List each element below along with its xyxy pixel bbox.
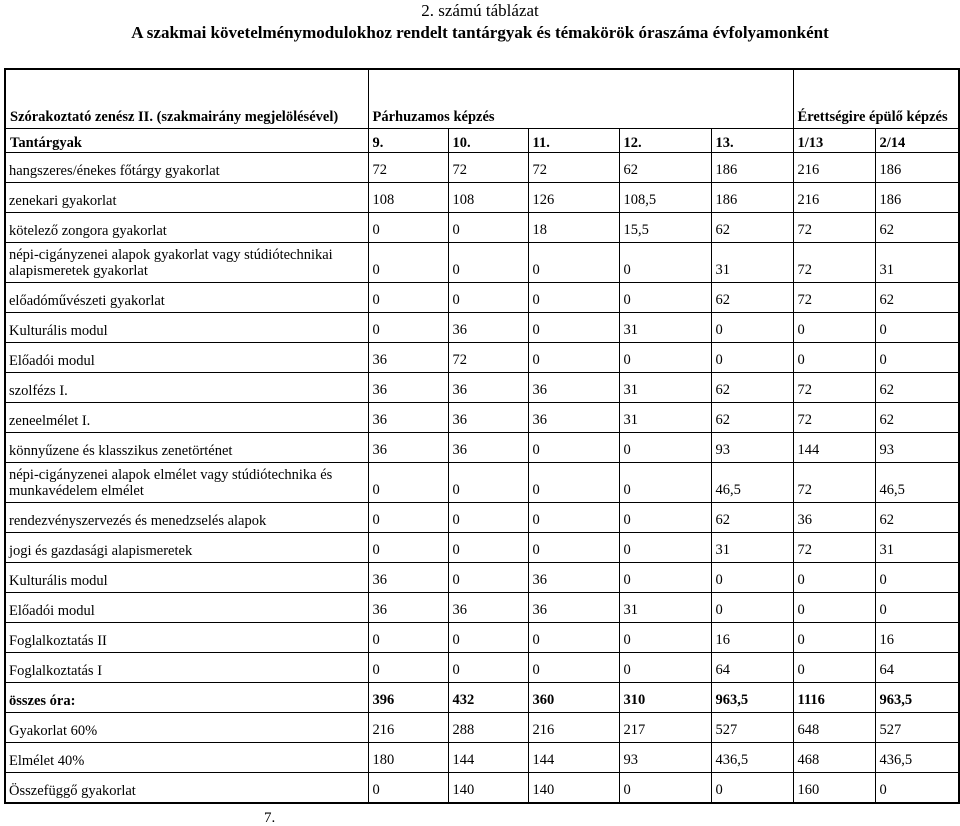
subject-cell: zenekari gyakorlat bbox=[5, 183, 368, 213]
hours-cell: 0 bbox=[448, 213, 528, 243]
hours-cell: 36 bbox=[368, 593, 448, 623]
hours-cell: 0 bbox=[619, 243, 711, 283]
hours-cell: 36 bbox=[528, 563, 619, 593]
subject-cell: népi-cigányzenei alapok gyakorlat vagy stúdiótechnikai alapismeretek gyakorlat bbox=[5, 243, 368, 283]
hours-cell: 0 bbox=[528, 533, 619, 563]
title-block bbox=[0, 0, 960, 43]
hours-cell: 216 bbox=[528, 713, 619, 743]
hours-cell: 527 bbox=[875, 713, 959, 743]
subject-cell: kötelező zongora gyakorlat bbox=[5, 213, 368, 243]
hours-cell: 0 bbox=[793, 623, 875, 653]
hours-cell: 0 bbox=[875, 343, 959, 373]
hours-cell: 36 bbox=[528, 403, 619, 433]
hours-cell: 46,5 bbox=[711, 463, 793, 503]
hours-cell: 436,5 bbox=[711, 743, 793, 773]
hours-cell: 72 bbox=[793, 373, 875, 403]
hours-cell: 0 bbox=[619, 343, 711, 373]
hours-cell: 0 bbox=[448, 623, 528, 653]
hours-cell: 0 bbox=[528, 343, 619, 373]
hours-cell: 0 bbox=[793, 343, 875, 373]
hours-cell: 0 bbox=[448, 533, 528, 563]
hours-cell: 0 bbox=[711, 563, 793, 593]
hours-cell: 432 bbox=[448, 683, 528, 713]
table-row bbox=[5, 433, 959, 463]
hours-cell: 72 bbox=[448, 343, 528, 373]
subject-cell: Kulturális modul bbox=[5, 563, 368, 593]
table-row bbox=[5, 373, 959, 403]
hours-cell: 0 bbox=[619, 463, 711, 503]
hours-cell: 62 bbox=[711, 283, 793, 313]
hours-cell: 144 bbox=[448, 743, 528, 773]
table-row bbox=[5, 343, 959, 373]
table-row bbox=[5, 403, 959, 433]
hours-cell: 72 bbox=[448, 153, 528, 183]
year-header: 13. bbox=[711, 129, 793, 153]
hours-cell: 0 bbox=[368, 313, 448, 343]
table-row bbox=[5, 743, 959, 773]
hours-cell: 360 bbox=[528, 683, 619, 713]
hours-table bbox=[4, 68, 960, 804]
hours-cell: 0 bbox=[528, 433, 619, 463]
subject-cell: jogi és gazdasági alapismeretek bbox=[5, 533, 368, 563]
hours-cell: 108 bbox=[368, 183, 448, 213]
hours-cell: 1116 bbox=[793, 683, 875, 713]
hours-cell: 15,5 bbox=[619, 213, 711, 243]
matura-training-header: Érettségire épülő képzés bbox=[793, 69, 959, 129]
hours-cell: 648 bbox=[793, 713, 875, 743]
hours-cell: 310 bbox=[619, 683, 711, 713]
year-header: 1/13 bbox=[793, 129, 875, 153]
hours-cell: 72 bbox=[528, 153, 619, 183]
subject-cell: népi-cigányzenei alapok elmélet vagy stúdiótechnika és munkavédelem elmélet bbox=[5, 463, 368, 503]
hours-cell: 0 bbox=[619, 533, 711, 563]
page-number: 7. bbox=[264, 810, 276, 826]
hours-cell: 0 bbox=[793, 313, 875, 343]
hours-cell: 36 bbox=[368, 403, 448, 433]
table-row bbox=[5, 773, 959, 804]
hours-cell: 0 bbox=[368, 503, 448, 533]
hours-cell: 180 bbox=[368, 743, 448, 773]
hours-cell: 72 bbox=[793, 533, 875, 563]
hours-cell: 31 bbox=[619, 373, 711, 403]
hours-cell: 31 bbox=[619, 313, 711, 343]
year-header: 10. bbox=[448, 129, 528, 153]
hours-cell: 62 bbox=[875, 373, 959, 403]
hours-cell: 527 bbox=[711, 713, 793, 743]
subject-cell: Előadói modul bbox=[5, 343, 368, 373]
hours-cell: 0 bbox=[711, 343, 793, 373]
table-number-caption: 2. számú táblázat bbox=[421, 1, 539, 20]
subject-cell: Előadói modul bbox=[5, 593, 368, 623]
subject-cell: könnyűzene és klasszikus zenetörténet bbox=[5, 433, 368, 463]
hours-cell: 62 bbox=[711, 403, 793, 433]
hours-cell: 62 bbox=[619, 153, 711, 183]
subject-cell: Kulturális modul bbox=[5, 313, 368, 343]
hours-cell: 36 bbox=[448, 433, 528, 463]
hours-cell: 0 bbox=[528, 283, 619, 313]
hours-cell: 31 bbox=[875, 243, 959, 283]
hours-cell: 0 bbox=[368, 623, 448, 653]
hours-cell: 216 bbox=[793, 183, 875, 213]
parallel-training-header: Párhuzamos képzés bbox=[368, 69, 793, 129]
hours-cell: 0 bbox=[711, 313, 793, 343]
hours-cell: 64 bbox=[711, 653, 793, 683]
hours-cell: 0 bbox=[448, 653, 528, 683]
hours-cell: 0 bbox=[619, 563, 711, 593]
hours-cell: 0 bbox=[619, 503, 711, 533]
table-row bbox=[5, 683, 959, 713]
table-row bbox=[5, 563, 959, 593]
table-row bbox=[5, 243, 959, 283]
hours-cell: 36 bbox=[368, 433, 448, 463]
hours-cell: 108 bbox=[448, 183, 528, 213]
hours-cell: 140 bbox=[448, 773, 528, 804]
hours-cell: 0 bbox=[368, 653, 448, 683]
hours-cell: 216 bbox=[793, 153, 875, 183]
hours-cell: 31 bbox=[875, 533, 959, 563]
hours-cell: 36 bbox=[448, 593, 528, 623]
subject-cell: szolfézs I. bbox=[5, 373, 368, 403]
subject-cell: hangszeres/énekes főtárgy gyakorlat bbox=[5, 153, 368, 183]
subject-cell: Elmélet 40% bbox=[5, 743, 368, 773]
hours-cell: 36 bbox=[448, 403, 528, 433]
hours-cell: 0 bbox=[368, 243, 448, 283]
hours-cell: 16 bbox=[711, 623, 793, 653]
hours-cell: 36 bbox=[793, 503, 875, 533]
subject-cell: Foglalkoztatás I bbox=[5, 653, 368, 683]
hours-cell: 36 bbox=[368, 563, 448, 593]
hours-cell: 144 bbox=[528, 743, 619, 773]
hours-cell: 0 bbox=[793, 653, 875, 683]
hours-cell: 0 bbox=[793, 593, 875, 623]
hours-cell: 0 bbox=[368, 213, 448, 243]
hours-cell: 72 bbox=[793, 463, 875, 503]
hours-cell: 0 bbox=[448, 283, 528, 313]
hours-cell: 140 bbox=[528, 773, 619, 804]
hours-cell: 72 bbox=[368, 153, 448, 183]
subject-cell: Foglalkoztatás II bbox=[5, 623, 368, 653]
table-title: A szakmai követelménymodulokhoz rendelt tantárgyak és témakörök óraszáma évfolyamonként bbox=[131, 23, 829, 42]
hours-cell: 31 bbox=[711, 243, 793, 283]
hours-cell: 126 bbox=[528, 183, 619, 213]
year-header: 11. bbox=[528, 129, 619, 153]
hours-cell: 963,5 bbox=[875, 683, 959, 713]
hours-cell: 62 bbox=[875, 283, 959, 313]
hours-cell: 62 bbox=[875, 503, 959, 533]
hours-cell: 93 bbox=[875, 433, 959, 463]
subjects-header: Tantárgyak bbox=[5, 129, 368, 153]
table-row bbox=[5, 283, 959, 313]
table-row bbox=[5, 533, 959, 563]
hours-cell: 0 bbox=[619, 623, 711, 653]
subject-cell: összes óra: bbox=[5, 683, 368, 713]
hours-cell: 0 bbox=[528, 503, 619, 533]
hours-cell: 62 bbox=[711, 213, 793, 243]
hours-cell: 62 bbox=[875, 213, 959, 243]
header-row-groups bbox=[5, 69, 959, 129]
hours-cell: 72 bbox=[793, 403, 875, 433]
hours-cell: 36 bbox=[448, 373, 528, 403]
table-row bbox=[5, 653, 959, 683]
hours-cell: 160 bbox=[793, 773, 875, 804]
table-row bbox=[5, 623, 959, 653]
hours-cell: 0 bbox=[619, 773, 711, 804]
hours-cell: 93 bbox=[619, 743, 711, 773]
hours-cell: 0 bbox=[448, 243, 528, 283]
table-row bbox=[5, 213, 959, 243]
hours-cell: 0 bbox=[368, 283, 448, 313]
hours-cell: 186 bbox=[711, 153, 793, 183]
table-row bbox=[5, 593, 959, 623]
hours-cell: 436,5 bbox=[875, 743, 959, 773]
table-row bbox=[5, 313, 959, 343]
header-row-years bbox=[5, 129, 959, 153]
hours-cell: 0 bbox=[448, 503, 528, 533]
hours-cell: 62 bbox=[875, 403, 959, 433]
table-row bbox=[5, 463, 959, 503]
hours-cell: 0 bbox=[711, 593, 793, 623]
hours-cell: 0 bbox=[875, 313, 959, 343]
hours-cell: 46,5 bbox=[875, 463, 959, 503]
hours-cell: 0 bbox=[528, 313, 619, 343]
hours-cell: 0 bbox=[528, 653, 619, 683]
hours-cell: 36 bbox=[368, 373, 448, 403]
table-row bbox=[5, 503, 959, 533]
hours-cell: 186 bbox=[711, 183, 793, 213]
hours-cell: 0 bbox=[711, 773, 793, 804]
hours-cell: 31 bbox=[619, 403, 711, 433]
subject-cell: Összefüggő gyakorlat bbox=[5, 773, 368, 804]
hours-cell: 0 bbox=[448, 463, 528, 503]
hours-cell: 72 bbox=[793, 243, 875, 283]
hours-cell: 0 bbox=[793, 563, 875, 593]
hours-cell: 0 bbox=[368, 773, 448, 804]
hours-cell: 396 bbox=[368, 683, 448, 713]
hours-cell: 72 bbox=[793, 213, 875, 243]
hours-cell: 0 bbox=[528, 463, 619, 503]
hours-cell: 963,5 bbox=[711, 683, 793, 713]
hours-cell: 0 bbox=[368, 533, 448, 563]
year-header: 9. bbox=[368, 129, 448, 153]
profession-header: Szórakoztató zenész II. (szakmairány megjelölésével) bbox=[5, 69, 368, 129]
hours-cell: 0 bbox=[448, 563, 528, 593]
subject-cell: előadóművészeti gyakorlat bbox=[5, 283, 368, 313]
hours-cell: 31 bbox=[619, 593, 711, 623]
subject-cell: zeneelmélet I. bbox=[5, 403, 368, 433]
hours-cell: 93 bbox=[711, 433, 793, 463]
subject-cell: rendezvényszervezés és menedzselés alapok bbox=[5, 503, 368, 533]
hours-cell: 186 bbox=[875, 183, 959, 213]
subject-cell: Gyakorlat 60% bbox=[5, 713, 368, 743]
hours-cell: 0 bbox=[875, 593, 959, 623]
hours-cell: 31 bbox=[711, 533, 793, 563]
year-header: 2/14 bbox=[875, 129, 959, 153]
hours-cell: 108,5 bbox=[619, 183, 711, 213]
hours-cell: 144 bbox=[793, 433, 875, 463]
hours-cell: 217 bbox=[619, 713, 711, 743]
hours-cell: 0 bbox=[619, 283, 711, 313]
hours-cell: 36 bbox=[368, 343, 448, 373]
table-row bbox=[5, 713, 959, 743]
hours-cell: 0 bbox=[875, 773, 959, 804]
hours-cell: 36 bbox=[528, 593, 619, 623]
hours-cell: 0 bbox=[619, 653, 711, 683]
hours-cell: 468 bbox=[793, 743, 875, 773]
hours-cell: 64 bbox=[875, 653, 959, 683]
hours-cell: 186 bbox=[875, 153, 959, 183]
hours-cell: 18 bbox=[528, 213, 619, 243]
hours-cell: 36 bbox=[528, 373, 619, 403]
table-row bbox=[5, 183, 959, 213]
hours-cell: 288 bbox=[448, 713, 528, 743]
hours-cell: 0 bbox=[528, 243, 619, 283]
hours-cell: 216 bbox=[368, 713, 448, 743]
hours-cell: 0 bbox=[875, 563, 959, 593]
hours-cell: 16 bbox=[875, 623, 959, 653]
hours-cell: 72 bbox=[793, 283, 875, 313]
hours-cell: 62 bbox=[711, 373, 793, 403]
hours-cell: 36 bbox=[448, 313, 528, 343]
hours-cell: 0 bbox=[368, 463, 448, 503]
hours-cell: 0 bbox=[528, 623, 619, 653]
hours-cell: 62 bbox=[711, 503, 793, 533]
table-row bbox=[5, 153, 959, 183]
hours-cell: 0 bbox=[619, 433, 711, 463]
year-header: 12. bbox=[619, 129, 711, 153]
